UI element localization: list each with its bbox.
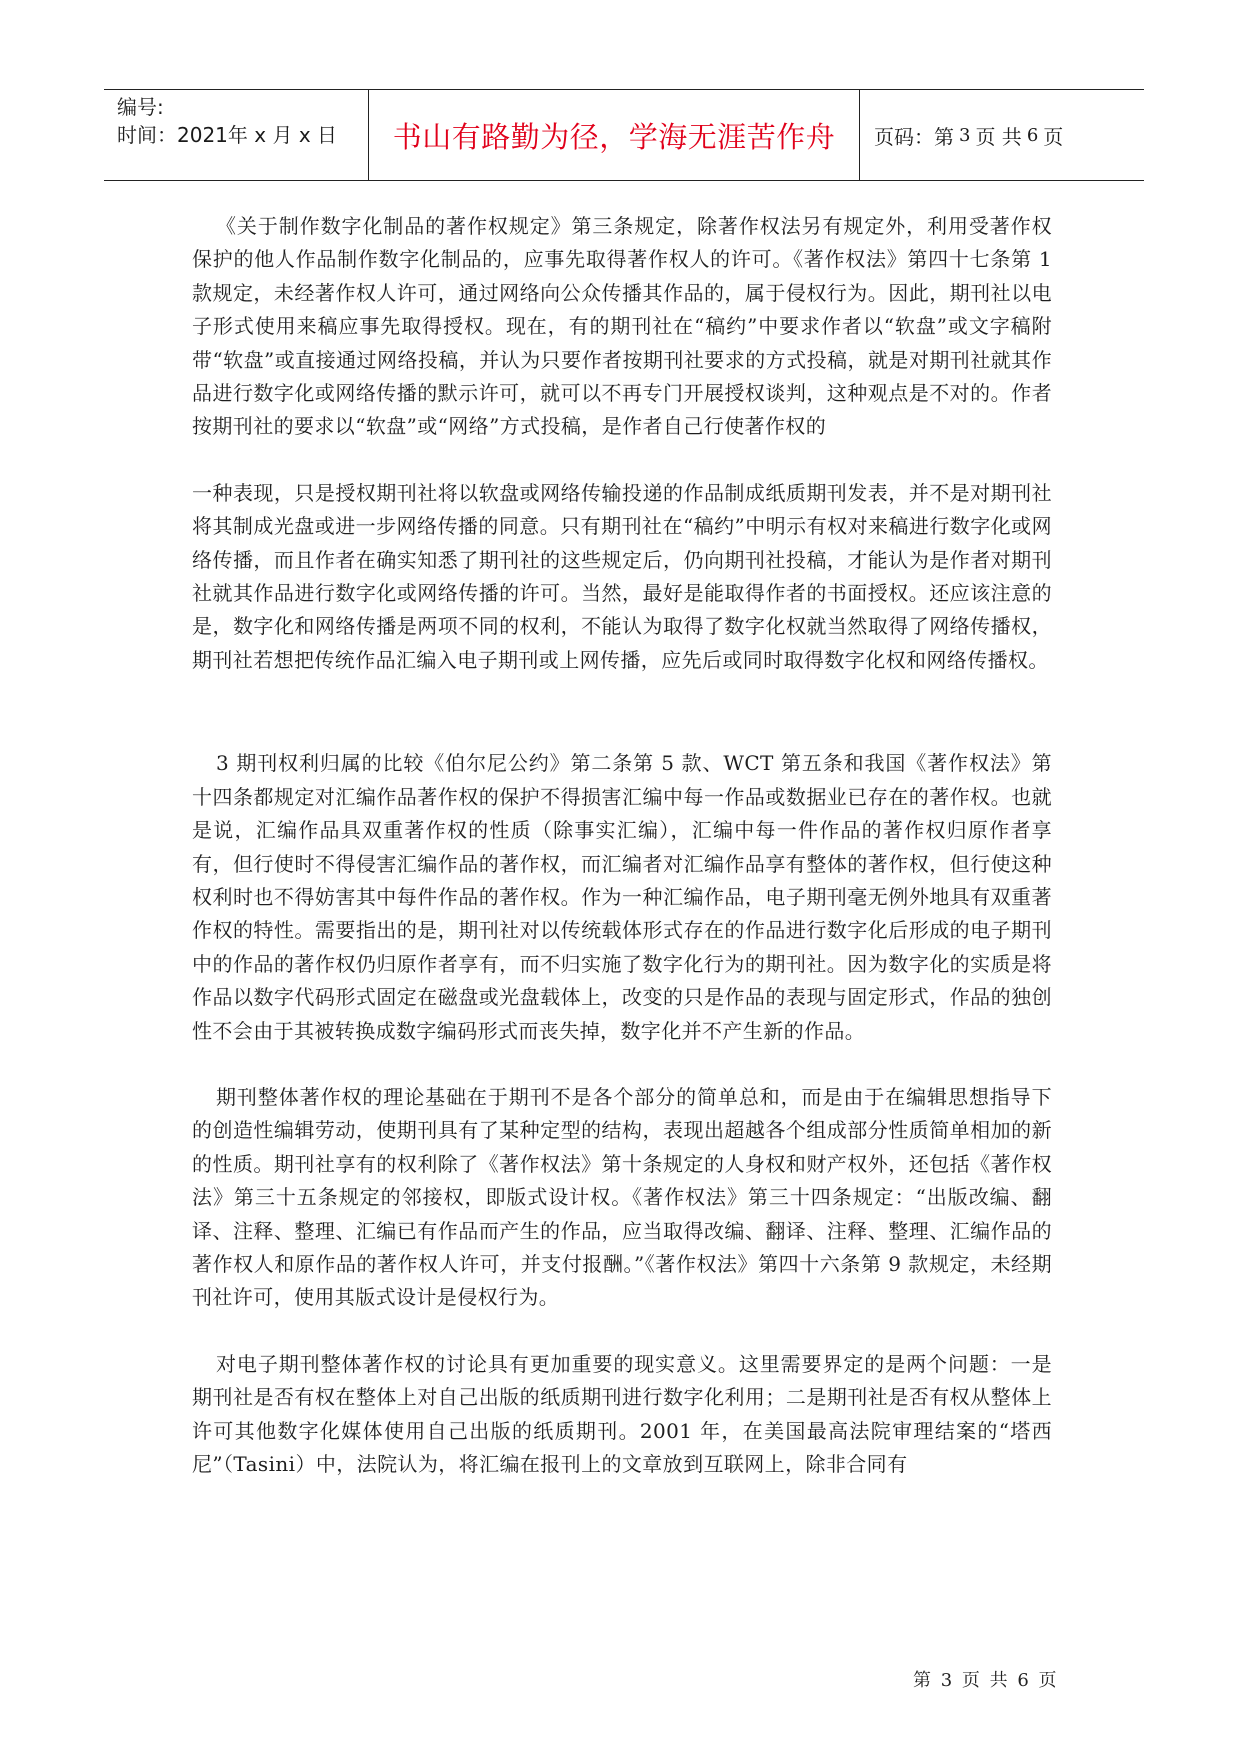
paragraph-5: 对电子期刊整体著作权的讨论具有更加重要的现实意义。这里需要界定的是两个问题：一是期刊社是否有权在整体上对自己出版的纸质期刊进行数字化利用；二是期刊社是否有权从整体上许可其他数字化媒体使用自己出版的纸质期刊。2001 年，在美国最高法院审理结案的“塔西尼”（Tasini）中，法院认为，将汇编在报刊上的文章放到互联网上，除非合同有 (192, 1351, 1052, 1476)
time-rest: 年 x 月 x 日 (227, 123, 338, 147)
page-footer: 第 3 页 共 6 页 (913, 1670, 1059, 1691)
page-header (104, 89, 1144, 181)
time-label: 时间： (117, 123, 177, 147)
paragraph-gap (192, 444, 1052, 477)
page-label: 页码：第 (874, 124, 954, 149)
paragraph-gap (192, 1048, 1052, 1081)
paragraph-1: 《关于制作数字化制品的著作权规定》第三条规定，除著作权法另有规定外，利用受著作权保护的他人作品制作数字化制品的，应事先取得著作权人的许可。《著作权法》第四十七条第 1 款规定，未经著作权人许可，通过网络向公众传播其作品的，属于侵权行为。因此，期刊社以电子形式使用来稿应事先取得授权。现在，有的期刊社在“稿约”中要求作者以“软盘”或文字稿附带“软盘”或直接通过网络投稿，并认为只要作者按期刊社要求的方式投稿，就是对期刊社就其作品进行数字化或网络传播的默示许可，就可以不再专门开展授权谈判，这种观点是不对的。作者按期刊社的要求以“软盘”或“网络”方式投稿，是作者自己行使著作权的 (192, 214, 1052, 439)
header-motto-cell (369, 90, 860, 180)
document-date (117, 121, 368, 149)
paragraph-2: 一种表现，只是授权期刊社将以软盘或网络传输投递的作品制成纸质期刊发表，并不是对期刊社将其制成光盘或进一步网络传播的同意。只有期刊社在“稿约”中明示有权对来稿进行数字化或网络传播，而且作者在确实知悉了期刊社的这些规定后，仍向期刊社投稿，才能认为是作者对期刊社就其作品进行数字化或网络传播的许可。当然，最好是能取得作者的书面授权。还应该注意的是，数字化和网络传播是两项不同的权利，不能认为取得了数字化权就当然取得了网络传播权，期刊社若想把传统作品汇编入电子期刊或上网传播，应先后或同时取得数字化权和网络传播权。 (192, 480, 1052, 672)
page-end: 页 (1043, 124, 1064, 149)
page-total: 6 (1026, 124, 1039, 146)
time-year: 2021 (177, 123, 228, 147)
header-meta (104, 90, 369, 180)
paragraph-4: 期刊整体著作权的理论基础在于期刊不是各个部分的简单总和，而是由于在编辑思想指导下的创造性编辑劳动，使期刊具有了某种定型的结构，表现出超越各个组成部分性质简单相加的新的性质。期刊社享有的权利除了《著作权法》第十条规定的人身权和财产权外，还包括《著作权法》第三十五条规定的邻接权，即版式设计权。《著作权法》第三十四条规定：“出版改编、翻译、注释、整理、汇编已有作品而产生的作品，应当取得改编、翻译、注释、整理、汇编作品的著作权人和原作品的著作权人许可，并支付报酬。”《著作权法》第四十六条第 9 款规定，未经期刊社许可，使用其版式设计是侵权行为。 (192, 1084, 1052, 1310)
header-page-info (860, 90, 1144, 180)
paragraph-gap (192, 677, 1052, 743)
document-number-label: 编号: (117, 95, 164, 119)
paragraph-3: 3 期刊权利归属的比较《伯尔尼公约》第二条第 5 款、WCT 第五条和我国《著作权法》第十四条都规定对汇编作品著作权的保护不得损害汇编中每一作品或数据业已存在的著作权。也就是说，汇编作品具双重著作权的性质（除事实汇编），汇编中每一件作品的著作权归原作者享有，但行使时不得侵害汇编作品的著作权，而汇编者对汇编作品享有整体的著作权，但行使这种权利时也不得妨害其中每件作品的著作权。作为一种汇编作品，电子期刊毫无例外地具有双重著作权的特性。需要指出的是，期刊社对以传统载体形式存在的作品进行数字化后形成的电子期刊中的作品的著作权仍归原作者享有，而不归实施了数字化行为的期刊社。因为数字化的实质是将作品以数字代码形式固定在磁盘或光盘载体上，改变的只是作品的表现与固定形式，作品的独创性不会由于其被转换成数字编码形式而丧失掉，数字化并不产生新的作品。 (192, 751, 1052, 1043)
page-mid: 页 共 (975, 124, 1022, 149)
motto-text: 书山有路勤为径，学海无涯苦作舟 (392, 119, 836, 154)
page-current: 3 (959, 124, 971, 146)
paragraph-gap (192, 1315, 1052, 1348)
body-text (192, 210, 1052, 1481)
